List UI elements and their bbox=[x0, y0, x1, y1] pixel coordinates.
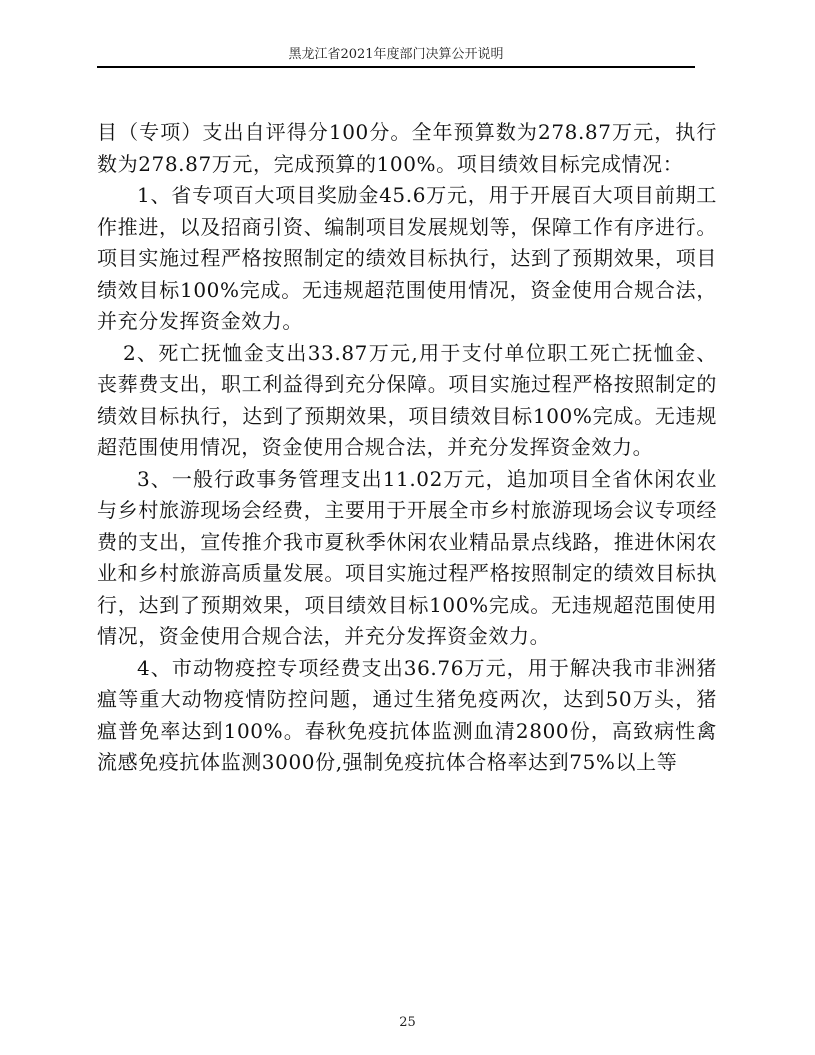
paragraph-item-1: 1、省专项百大项目奖励金45.6万元，用于开展百大项目前期工作推进，以及招商引资、编制项目发展规划等，保障工作有序进行。项目实施过程严格按照制定的绩效目标执行，达到了预期效果，项目绩效目标100%完成。无违规超范围使用情况，资金使用合规合法，并充分发挥资金效力。 bbox=[97, 183, 717, 333]
document-body bbox=[97, 117, 717, 779]
paragraph-item-2: 2、死亡抚恤金支出33.87万元,用于支付单位职工死亡抚恤金、丧葬费支出，职工利益得到充分保障。项目实施过程严格按照制定的绩效目标执行，达到了预期效果，项目绩效目标100%完成。无违规超范围使用情况，资金使用合规合法，并充分发挥资金效力。 bbox=[97, 340, 717, 459]
page-header: 黑龙江省2021年度部门决算公开说明 bbox=[97, 44, 695, 68]
paragraph-item-4: 4、市动物疫控专项经费支出36.76万元，用于解决我市非洲猪瘟等重大动物疫情防控问题，通过生猪免疫两次，达到50万头，猪瘟普免率达到100%。春秋免疫抗体监测血清2800份，高致病性禽流感免疫抗体监测3000份,强制免疫抗体合格率达到75%以上等 bbox=[97, 655, 717, 774]
paragraph-continuation: 目（专项）支出自评得分100分。全年预算数为278.87万元，执行数为278.87万元，完成预算的100%。项目绩效目标完成情况： bbox=[97, 120, 717, 176]
page-number: 25 bbox=[399, 1015, 416, 1030]
paragraph-item-3: 3、一般行政事务管理支出11.02万元，追加项目全省休闲农业与乡村旅游现场会经费，主要用于开展全市乡村旅游现场会议专项经费的支出，宣传推介我市夏秋季休闲农业精品景点线路，推进休闲农业和乡村旅游高质量发展。项目实施过程严格按照制定的绩效目标执行，达到了预期效果，项目绩效目标100%完成。无违规超范围使用情况，资金使用合规合法，并充分发挥资金效力。 bbox=[97, 466, 717, 648]
